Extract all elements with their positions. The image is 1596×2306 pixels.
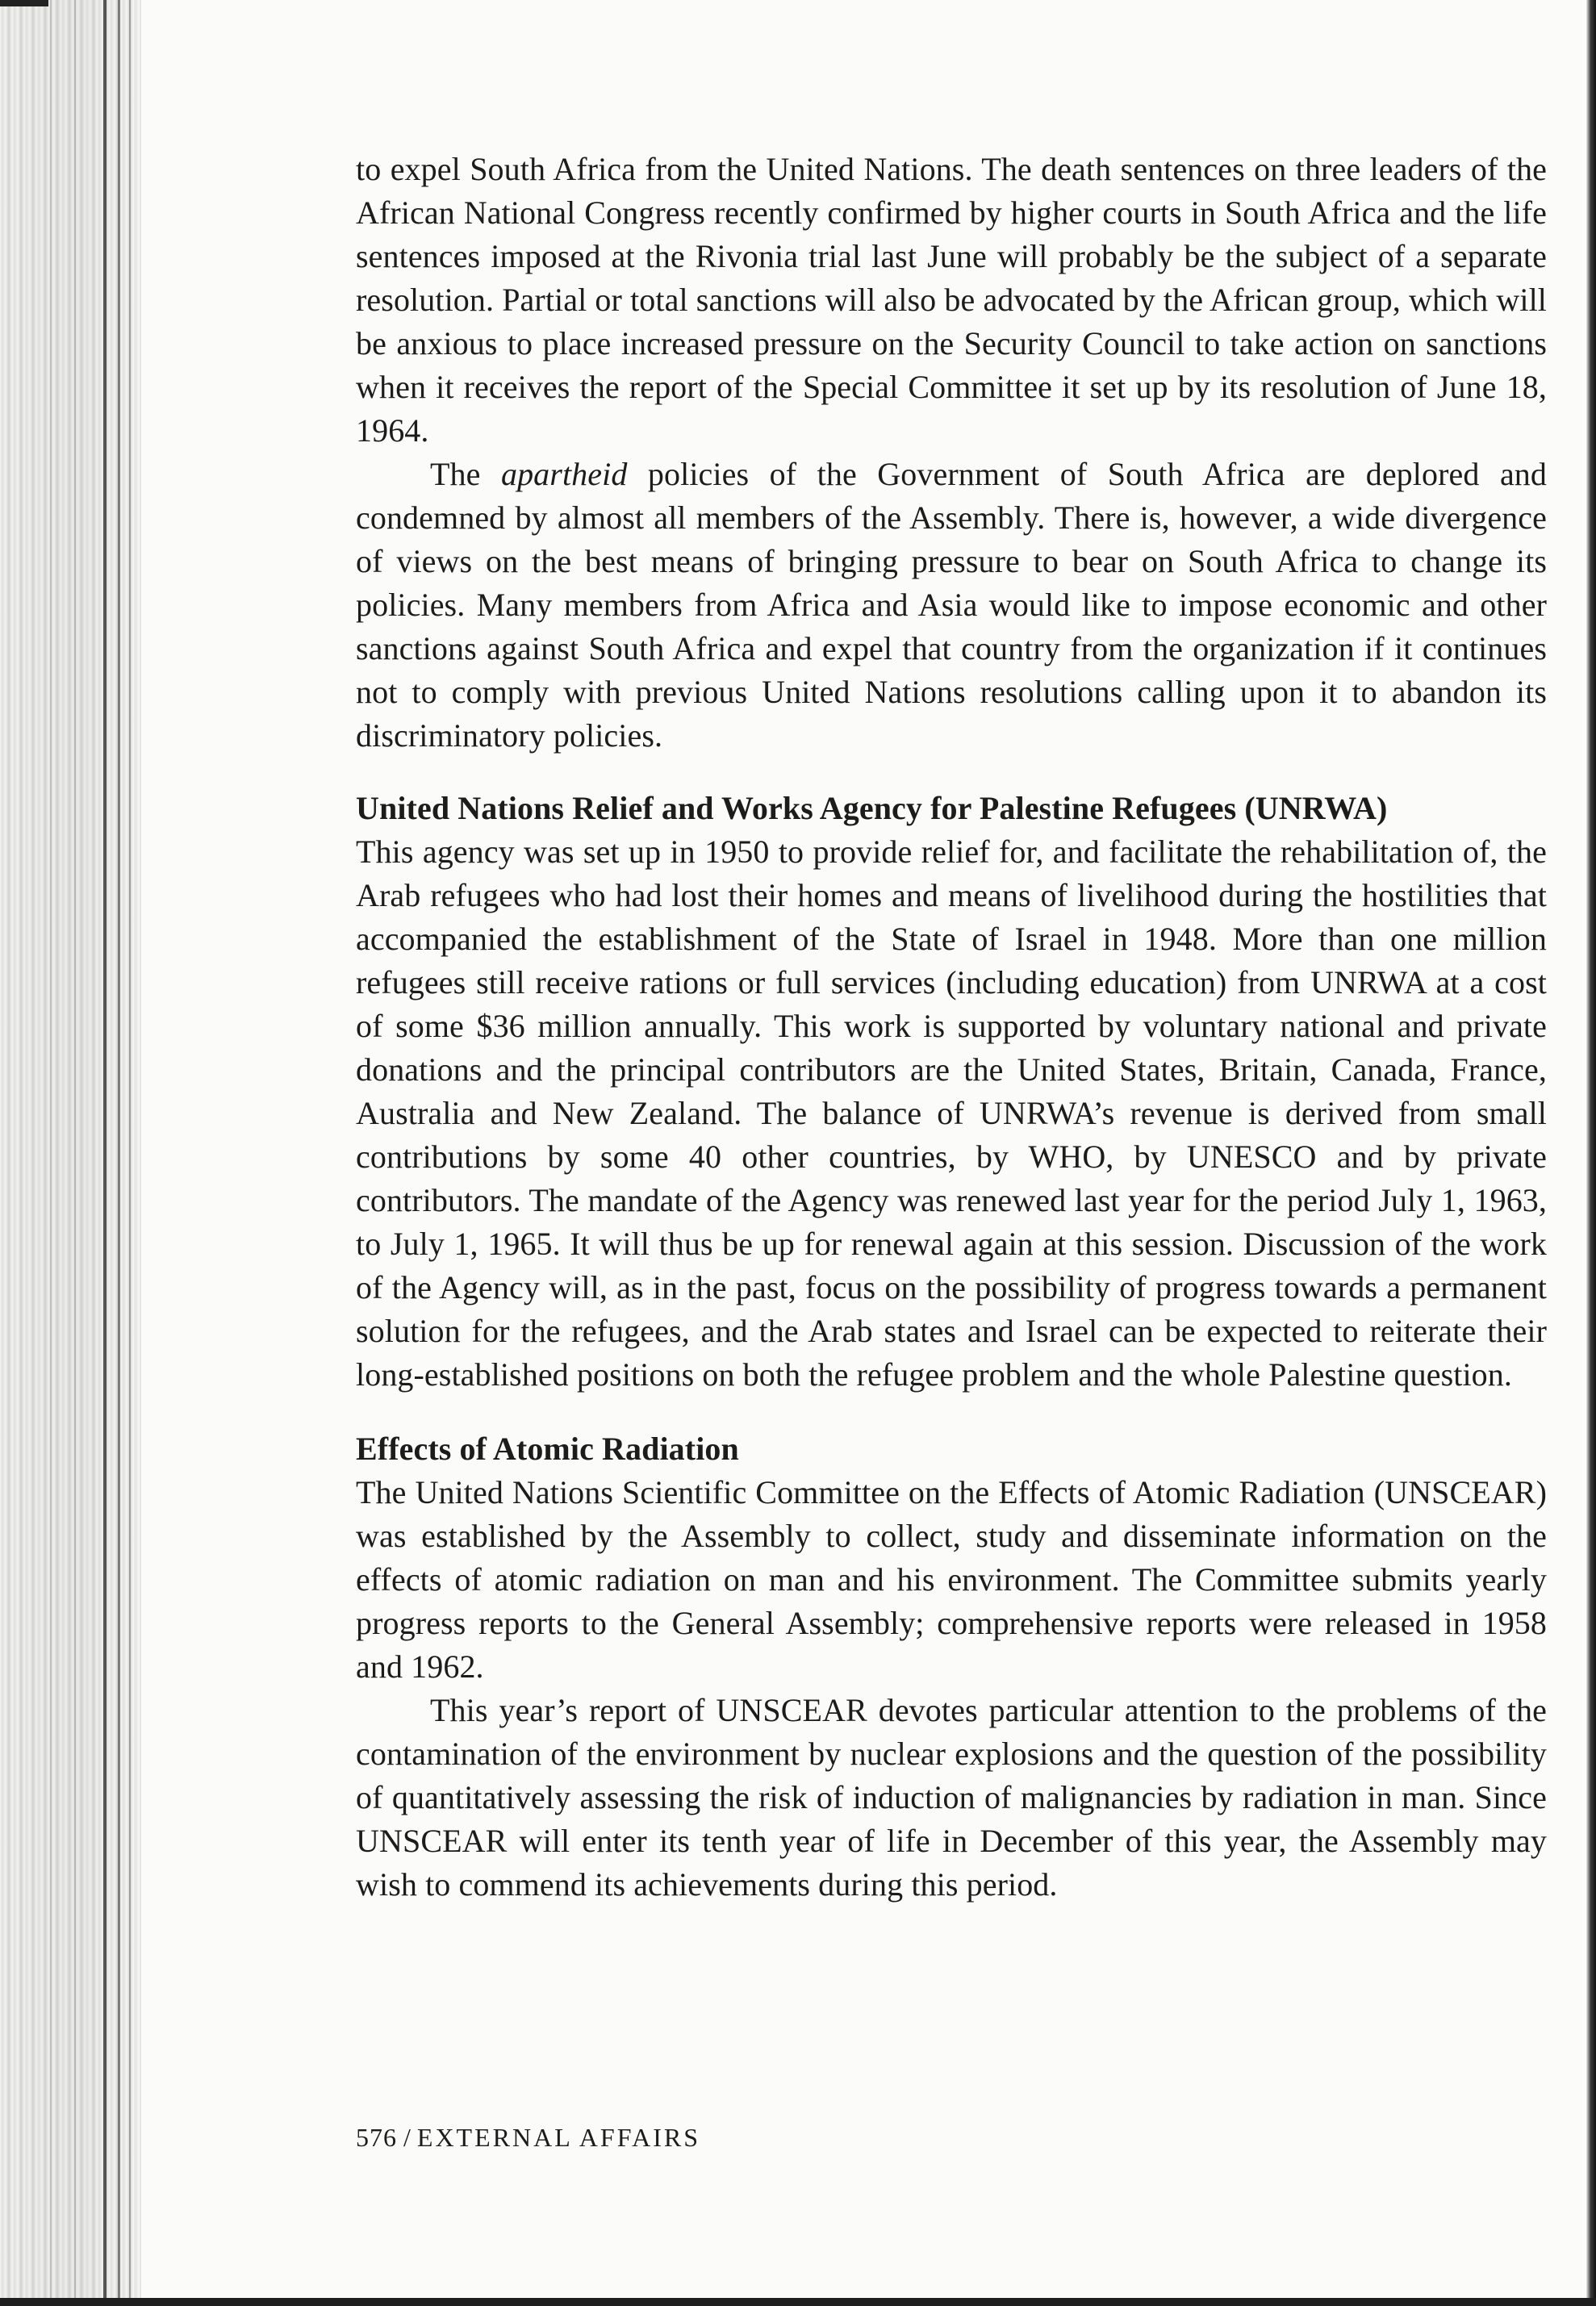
footer-separator: / xyxy=(403,2123,411,2152)
scan-corner-mark xyxy=(0,0,48,6)
page-bottom-edge xyxy=(0,2298,1596,2306)
paragraph-unscear-report: This year’s report of UNSCEAR devotes particular attention to the problems of the contamination of the environment by nuclear explosions and the question of the possibility of quantitatively assessing the risk of induction of malignancies by radiation in man. Since UNSCEAR will enter its tenth year of life in December of this year, the Assembly may wish to commend its achievements during this period. xyxy=(356,1692,1547,1903)
publication-name: EXTERNAL AFFAIRS xyxy=(416,2123,701,2152)
paragraph-unscear-intro: The United Nations Scientific Committee on the Effects of Atomic Radiation (UNSCEAR) was established by the Assembly to collect, study and disseminate information on the effects of atomic radiation on man and his environment. The Committee submits yearly progress reports to the General Assembly; comprehensive reports were released in 1958 and 1962. xyxy=(356,1474,1547,1685)
section-spacer xyxy=(356,758,1547,787)
section-spacer xyxy=(356,1397,1547,1427)
paragraph-apartheid-intro: The xyxy=(430,456,501,492)
radiation-heading: Effects of Atomic Radiation xyxy=(356,1431,739,1467)
page-number: 576 xyxy=(356,2123,397,2152)
paragraph-sanctions: to expel South Africa from the United Nations. The death sentences on three leaders of the African National Congress recently confirmed by higher courts in South Africa and the life sentences imposed at the Rivonia trial last June will probably be the subject of a separate resolution. Partial or total sanctions will also be advocated by the African group, which will be anxious to place increased pressure on the Security Council to take action on sanctions when it receives the report of the Special Committee it set up by its resolution of June 18, 1964. xyxy=(356,151,1547,449)
gutter-edge-line xyxy=(129,0,131,2306)
paragraph-apartheid xyxy=(356,453,1547,758)
gutter-shadow-line xyxy=(50,0,52,2306)
paragraph-apartheid-rest: policies of the Government of South Africa are deplored and condemned by almost all members of the Assembly. There is, however, a wide divergence of views on the best means of bringing pressure to bear on South Africa to change its policies. Many members from Africa and Asia would like to impose economic and other sanctions against South Africa and expel that country from the organization if it continues not to comply with previous United Nations resolutions calling upon it to abandon its discriminatory policies. xyxy=(356,456,1548,754)
apartheid-term: apartheid xyxy=(500,456,628,492)
article-text xyxy=(356,148,1547,1907)
page-right-edge xyxy=(1586,0,1596,2306)
paragraph-unrwa: This agency was set up in 1950 to provide relief for, and facilitate the rehabilitation of, the Arab refugees who had lost their homes and means of livelihood during the hostilities that accompanied the establishment of the State of Israel in 1948. More than one million refugees still receive rations or full services (including education) from UNRWA at a cost of some $36 million annually. This work is supported by voluntary national and private donations and the principal contributors are the United States, Britain, Canada, France, Australia and New Zealand. The balance of UNRWA’s revenue is derived from small contributions by some 40 other countries, by WHO, by UNESCO and by private contributors. The mandate of the Agency was renewed last year for the period July 1, 1963, to July 1, 1965. It will thus be up for renewal again at this session. Discussion of the work of the Agency will, as in the past, focus on the possibility of progress towards a permanent solution for the refugees, and the Arab states and Israel can be expected to reiterate their long-established positions on both the refugee problem and the whole Palestine question. xyxy=(356,833,1547,1393)
gutter-edge-line xyxy=(103,0,107,2306)
book-binding-gutter xyxy=(0,0,141,2306)
gutter-shadow-line xyxy=(74,0,76,2306)
unrwa-heading: United Nations Relief and Works Agency for Palestine Refugees (UNRWA) xyxy=(356,790,1388,826)
gutter-edge-line xyxy=(118,0,120,2306)
page-footer xyxy=(356,2123,700,2153)
